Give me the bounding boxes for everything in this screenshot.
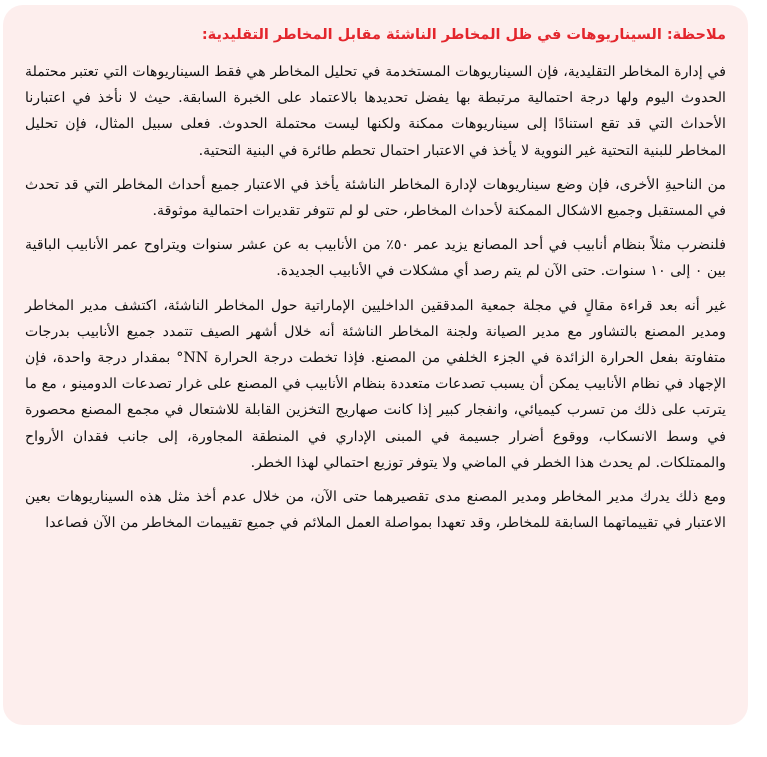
note-title: ملاحظة: السيناريوهات في ظل المخاطر الناشئة مقابل المخاطر التقليدية: (201, 27, 726, 43)
paragraph-emerging-risk: من الناحيةِ الأخرى، فإن وضع سيناريوهات لإدارة المخاطر الناشئة يأخذ في الاعتبار جميع أحداث المخاطر التي قد تحدث في المستقبل وجميع الاشكال الممكنة لأحداث المخاطر، حتى لو لم تتوفر تقديرات احتمالية موثوقة. (25, 176, 726, 220)
note-box (3, 5, 748, 725)
paragraph-conclusion: ومع ذلك يدرك مدير المخاطر ومدير المصنع مدى تقصيرهما حتى الآن، من خلال عدم أخذ مثل هذه السيناريوهات بعين الاعتبار في تقييماتهما السابقة للمخاطر، وقد تعهدا بمواصلة العمل الملائم في جميع تقييمات المخاطر من الآن فصاعدا (25, 489, 726, 532)
paragraph-pipe-discovery: غير أنه بعد قراءة مقالٍ في مجلة جمعية المدققين الداخليين الإماراتية حول المخاطر الناشئة، اكتشف مدير المخاطر ومدير المصنع بالتشاور مع مدير الصيانة ولجنة المخاطر الناشئة أنه خلال أشهر الصيف تتمدد جميع الأنابيب بدرجات متفاوتة بفعل الحرارة الزائدة في الجزء الخلفي من المصنع. فإذا تخطت درجة الحرارة NN° بمقدار درجة واحدة، فإن الإجهاد في نظام الأنابيب يمكن أن يسبب تصدعات متعددة بنظام الأنابيب في المصنع على غرار تصدعات الدومينو ، مع ما يترتب على ذلك من تسرب كيميائي، وانفجار كبير إذا كانت صهاريج التخزين القابلة للاشتعال في مجمع المصنع محصورة في وسط الانسكاب، ووقوع أضرار جسيمة في المبنى الإداري في المنطقة المجاورة، إلى جانب فقدان الأرواح والممتلكات. لم يحدث هذا الخطر في الماضي ولا يتوفر توزيع احتمالي لهذا الخطر. (25, 297, 726, 471)
paragraph-traditional-risk: في إدارة المخاطر التقليدية، فإن السيناريوهات المستخدمة في تحليل المخاطر هي فقط السيناريوهات التي تعتبر محتملة الحدوث اليوم ولها درجة احتمالية مرتبطة بها يفضل تحديدها بالاعتماد على الخبرة السابقة. حيث لا نأخذ في اعتبارنا الأحداث التي قد تقع استنادًا إلى سيناريوهات ممكنة ولكنها ليست محتملة الحدوث. فعلى سبيل المثال، فإن تحليل المخاطر للبنية التحتية غير النووية لا يأخذ في الاعتبار احتمال تحطم طائرة في البنية التحتية. (25, 64, 726, 159)
paragraph-pipe-example: فلنضرب مثلاً بنظام أنابيب في أحد المصانع يزيد عمر ٥٠٪ من الأنابيب به عن عشر سنوات ويتراوح عمر الأنابيب الباقية بين ٠ إلى ١٠ سنوات. حتى الآن لم يتم رصد أي مشكلات في الأنابيب الجديدة. (25, 237, 726, 280)
